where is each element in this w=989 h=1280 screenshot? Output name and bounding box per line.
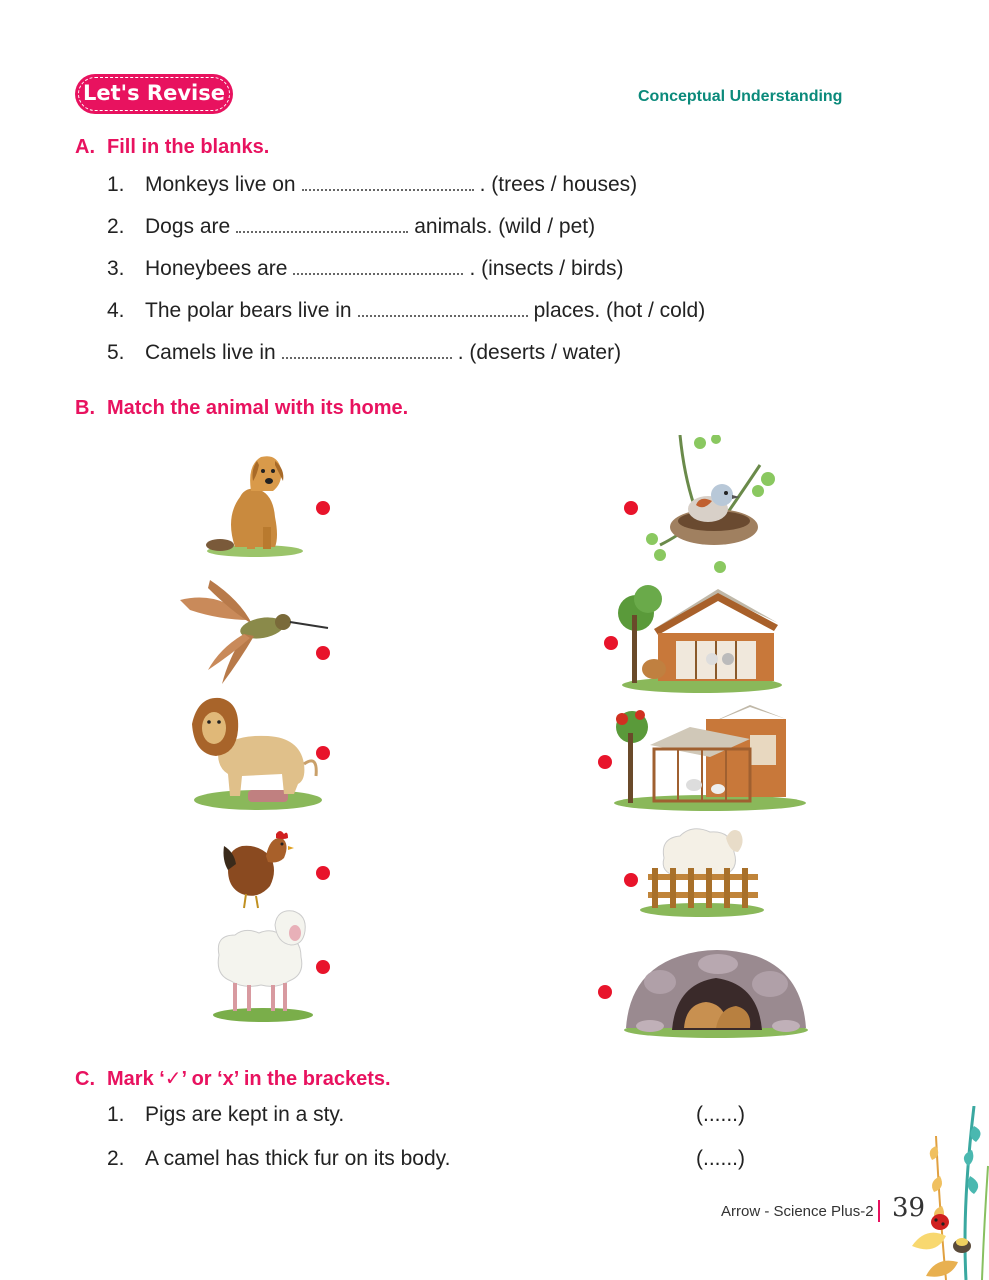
- item-options: . (insects / birds): [469, 257, 624, 280]
- match-dot-lion[interactable]: [316, 746, 330, 760]
- mark-item-2: [107, 1147, 450, 1171]
- page-number: 39: [892, 1193, 926, 1223]
- hen-icon: [218, 830, 294, 910]
- item-options: . (deserts / water): [457, 341, 622, 364]
- kennel-icon: [618, 585, 784, 693]
- mark-item-1: [107, 1103, 344, 1127]
- section-c-heading: [75, 1066, 391, 1091]
- hummingbird-icon: [180, 580, 330, 688]
- match-dot-hen[interactable]: [316, 866, 330, 880]
- item-options: animals. (wild / pet): [414, 215, 596, 238]
- blank-line[interactable]: [302, 173, 474, 191]
- fill-blank-4: [107, 299, 705, 323]
- item-text: The polar bears live in: [145, 299, 352, 322]
- blank-line[interactable]: [293, 257, 463, 275]
- blank-line[interactable]: [358, 299, 528, 317]
- item-options: . (trees / houses): [479, 173, 638, 196]
- answer-bracket-1[interactable]: (......): [696, 1103, 745, 1126]
- item-text: Honeybees are: [145, 257, 288, 280]
- section-b-title: Match the animal with its home.: [107, 397, 409, 419]
- match-dot-dog[interactable]: [316, 501, 330, 515]
- blank-line[interactable]: [282, 341, 452, 359]
- match-dot-sheep[interactable]: [316, 960, 330, 974]
- item-number: 1.: [107, 173, 125, 196]
- section-a-title: Fill in the blanks.: [107, 136, 270, 158]
- answer-bracket-2[interactable]: (......): [696, 1147, 745, 1170]
- item-options: places. (hot / cold): [533, 299, 706, 322]
- item-number: 5.: [107, 341, 125, 364]
- sheep-icon: [205, 905, 317, 1023]
- match-dot-hummingbird[interactable]: [316, 646, 330, 660]
- item-text: A camel has thick fur on its body.: [145, 1147, 451, 1170]
- conceptual-understanding-tag: Conceptual Understanding: [638, 88, 843, 105]
- match-dot-nest[interactable]: [624, 501, 638, 515]
- poultry-house-icon: [610, 705, 808, 811]
- lets-revise-badge: [75, 74, 233, 114]
- item-text: Dogs are: [145, 215, 231, 238]
- item-number: 3.: [107, 257, 125, 280]
- section-b-heading: [75, 397, 408, 420]
- section-c-title: Mark ‘✓’ or ‘x’ in the brackets.: [107, 1068, 391, 1090]
- item-text: Camels live in: [145, 341, 276, 364]
- section-c-letter: C.: [75, 1068, 95, 1090]
- blank-line[interactable]: [236, 215, 408, 233]
- item-number: 4.: [107, 299, 125, 322]
- match-dot-den[interactable]: [598, 985, 612, 999]
- fill-blank-1: [107, 173, 637, 197]
- section-a-heading: [75, 136, 269, 159]
- den-icon: [620, 942, 810, 1038]
- sheep-pen-icon: [636, 818, 768, 918]
- footer-divider: [878, 1200, 880, 1222]
- item-text: Pigs are kept in a sty.: [145, 1103, 345, 1126]
- item-number: 1.: [107, 1103, 125, 1126]
- nest-icon: [640, 435, 780, 577]
- section-b-letter: B.: [75, 397, 95, 419]
- fill-blank-2: [107, 215, 595, 239]
- badge-label: Let's Revise: [78, 77, 230, 111]
- fill-blank-5: [107, 341, 621, 365]
- item-number: 2.: [107, 215, 125, 238]
- fill-blank-3: [107, 257, 623, 281]
- item-number: 2.: [107, 1147, 125, 1170]
- dog-icon: [195, 447, 315, 559]
- section-a-letter: A.: [75, 136, 95, 158]
- match-dot-kennel[interactable]: [604, 636, 618, 650]
- book-title: Arrow - Science Plus-2: [721, 1203, 874, 1220]
- item-text: Monkeys live on: [145, 173, 296, 196]
- lion-icon: [188, 694, 324, 810]
